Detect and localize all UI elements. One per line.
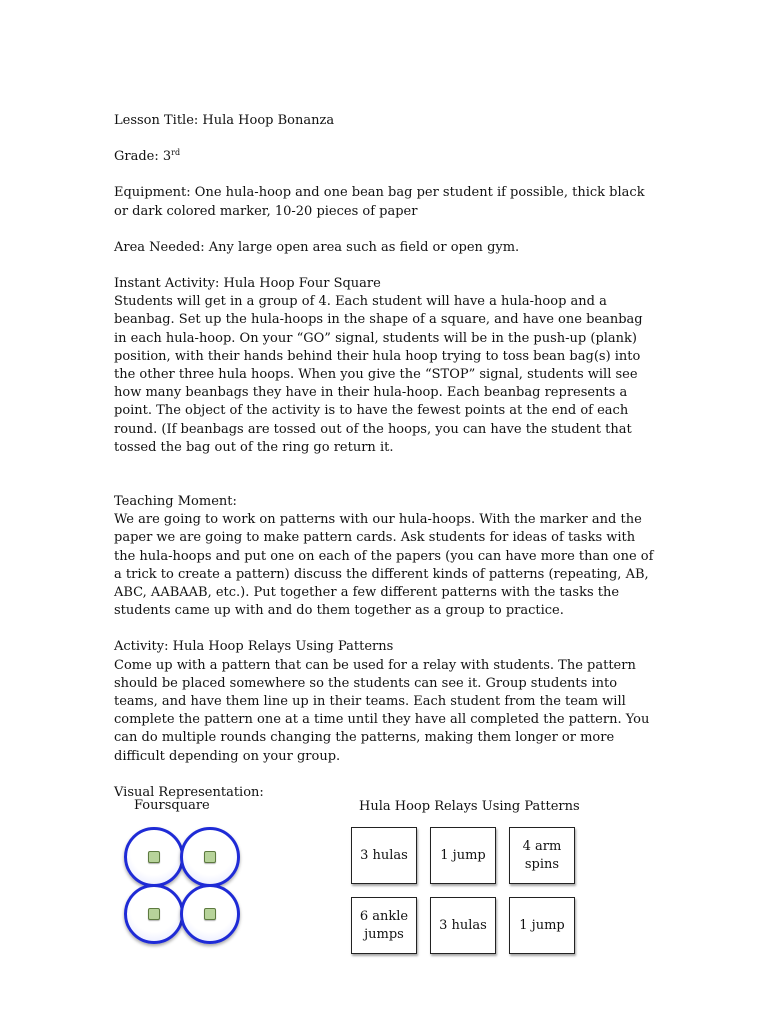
beanbag: [204, 851, 216, 863]
lesson-document: [114, 112, 659, 802]
pattern-card: 1 jump: [430, 827, 496, 884]
activity-body: Come up with a pattern that can be used for a relay with students. The pattern should be placed somewhere so the students can see it. Group students into teams, and have them line up in their teams. Each student from the team will complete the pattern one at a time until they have all completed the pattern. You can do multiple rounds changing the patterns, making them longer or more difficult depending on your group.: [114, 657, 650, 764]
teaching-moment-body: We are going to work on patterns with our hula-hoops. With the marker and the paper we are going to make pattern cards. Ask students for ideas of tasks with the hula-hoops and put one on each of the papers (you can have more than one of a trick to create a pattern) discuss the different kinds of patterns (repeating, AB, ABC, AABAAB, etc.). Put together a few different patterns with the tasks the students came up with and do them together as a group to practice.: [114, 512, 654, 619]
activity-heading: Activity: Hula Hoop Relays Using Patterns: [114, 639, 394, 655]
beanbag: [204, 908, 216, 920]
area-paragraph: Area Needed: Any large open area such as field or open gym.: [114, 239, 520, 255]
grade-ordinal: rd: [171, 148, 181, 158]
beanbag: [148, 851, 160, 863]
instant-activity-body: Students will get in a group of 4. Each student will have a hula-hoop and a beanbag. Set up the hula-hoops in the shape of a square, and have one beanbag in each hula-hoop. On your “GO” signal, students will be in the push-up (plank) position, with their hands behind their hula hoop trying to toss bean bag(s) into the other three hula hoops. When you give the “STOP” signal, students will see how many beanbags they have in their hula-hoop. Each beanbag represents a point. The object of the activity is to have the fewest points at the end of each round. (If beanbags are tossed out of the hoops, you can have the student that tossed the bag out of the ring go return it.: [114, 294, 643, 455]
beanbag: [148, 908, 160, 920]
relays-label: Hula Hoop Relays Using Patterns: [359, 799, 580, 814]
pattern-card: 3 hulas: [351, 827, 417, 884]
pattern-card: 3 hulas: [430, 897, 496, 954]
instant-activity-heading: Instant Activity: Hula Hoop Four Square: [114, 276, 381, 292]
hula-hoop: [124, 884, 184, 944]
pattern-card: 4 arm spins: [509, 827, 575, 884]
hula-hoop: [180, 827, 240, 887]
teaching-moment-heading: Teaching Moment:: [114, 494, 237, 510]
pattern-card: 6 ankle jumps: [351, 897, 417, 954]
grade-line: [114, 148, 659, 166]
pattern-card: 1 jump: [509, 897, 575, 954]
lesson-title: Lesson Title: Hula Hoop Bonanza: [114, 113, 335, 128]
grade-text: Grade: 3: [114, 149, 172, 165]
hula-hoop: [124, 827, 184, 887]
foursquare-label: Foursquare: [134, 798, 210, 813]
equipment-paragraph: Equipment: One hula-hoop and one bean bag per student if possible, thick black or dark colored marker, 10-20 pieces of paper: [114, 185, 645, 219]
hula-hoop: [180, 884, 240, 944]
visual-representation-heading: Visual Representation:: [114, 784, 264, 800]
